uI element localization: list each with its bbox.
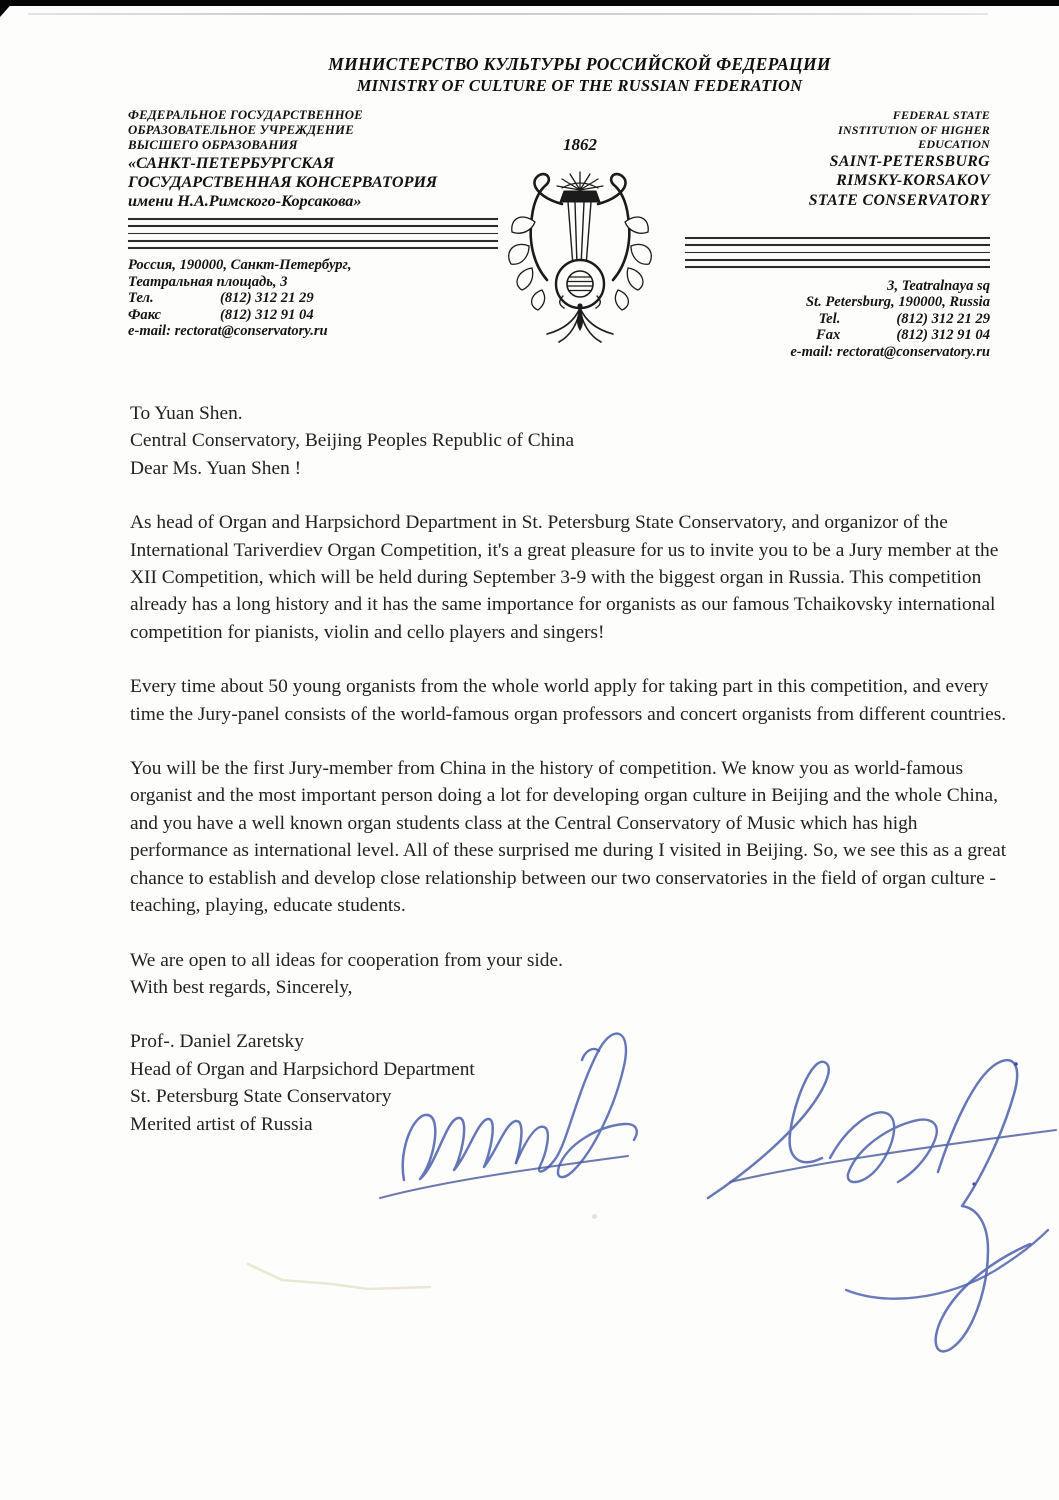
contact-block-en [650,278,990,360]
fax-row-ru [128,307,508,324]
org-name-en-line: RIMSKY-KORSAKOV [836,172,990,190]
ministry-header [50,54,1059,96]
tel-label-en: Tel. [818,310,841,327]
scan-shadow-line [28,13,988,15]
signature-block [130,1028,1018,1138]
salutation-block [130,400,1018,482]
closing-line: With best regards, Sincerely, [130,976,353,998]
org-name-ru-line: имени Н.А.Римского-Корсакова» [128,192,362,211]
email-line-en: e-mail: rectorat@conservatory.ru [790,343,990,360]
org-type-en-line: EDUCATION [918,137,990,152]
recipient-line: To Yuan Shen. [130,403,243,424]
fax-value-en: (812) 312 91 04 [896,327,990,344]
music-staff-divider-right [685,237,990,273]
phone-row-ru [128,290,508,307]
ministry-title-ru: МИНИСТЕРСТВО КУЛЬТУРЫ РОССИЙСКОЙ ФЕДЕРАЦИИ [328,54,831,74]
letterhead-left-block [128,108,508,211]
music-staff-divider-left [128,218,498,254]
recipient-org-line: Central Conservatory, Beijing Peoples Republic of China [130,430,575,452]
address-ru-line: Театральная площадь, 3 [128,273,288,290]
fax-value-ru: (812) 312 91 04 [220,306,314,323]
address-en-line: 3, Teatralnaya sq [887,278,990,294]
paragraph-1: As head of Organ and Harpsichord Department in St. Petersburg State Conservatory, and organizor of the International Tariverdiev Organ Competition, it's a great pleasure for us to invite you to be a Jury member at the XII Competition, which will be held during September 3-9 with the biggest organ in Russia. This competition already has a long history and it has the same importance for organists as our famous Tchaikovsky international competition for pianists, violin and cello players and singers! [130,512,999,643]
fax-label-en: Fax [816,327,841,344]
org-type-en-line: FEDERAL STATE [892,108,990,122]
contact-block-ru [128,257,508,340]
tel-value-ru: (812) 312 21 29 [220,290,314,307]
paper-speck [592,1214,597,1219]
greeting-line: Dear Ms. Yuan Shen ! [130,457,302,479]
phone-row-en [650,311,990,327]
letterhead-right-block [640,108,990,210]
org-name-en-line: STATE CONSERVATORY [808,191,990,209]
scan-edge-artifact [0,0,1059,6]
paragraph-2: Every time about 50 young organists from the whole world apply for taking part in this competition, and every time the Jury-panel consists of the world-famous organ professors and concert organists from different countries. [130,676,1007,725]
paragraph-3: You will be the first Jury-member from China in the history of competition. We know you as world-famous organist and the most important person doing a lot for developing organ culture in Beijing and the whole China, and you have a well known organ students class at the Central Conservatory of Music which has high performance as international level. All of these surprised me during I visited in Beijing. So, we see this as a great chance to establish and develop close relationship between our two conservatories in the field of organ culture - teaching, playing, educate students. [130,758,1007,917]
signer-name-line: Prof-. Daniel Zaretsky [130,1031,304,1053]
tel-value-en: (812) 312 21 29 [896,310,990,327]
org-name-ru-line: ГОСУДАРСТВЕННАЯ КОНСЕРВАТОРИЯ [128,172,438,191]
signer-title-line: Head of Organ and Harpsichord Department [130,1058,475,1080]
signer-org-line: St. Petersburg State Conservatory [130,1086,392,1108]
fax-label-ru: Факс [128,306,162,323]
org-type-ru-line: ОБРАЗОВАТЕЛЬНОЕ УЧРЕЖДЕНИЕ [128,123,354,138]
closing-block [130,947,1018,1002]
email-line-ru: e-mail: rectorat@conservatory.ru [128,323,328,340]
scan-corner-artifact [0,0,15,17]
founding-year: 1862 [563,135,597,154]
org-name-en-line: SAINT-PETERSBURG [829,152,990,170]
signer-honor-line: Merited artist of Russia [130,1113,313,1135]
address-ru-line: Россия, 190000, Санкт-Петербург, [128,257,352,273]
fax-row-en [650,327,990,343]
tel-label-ru: Тел. [128,290,154,307]
paper-crease [240,1258,440,1298]
ministry-title-en: MINISTRY OF CULTURE OF THE RUSSIAN FEDERATION [356,76,803,95]
letter-body [130,400,1018,1138]
address-en-line: St. Petersburg, 190000, Russia [805,294,990,311]
org-type-en-line: INSTITUTION OF HIGHER [837,122,990,137]
org-name-ru-line: «САНКТ-ПЕТЕРБУРГСКАЯ [128,153,335,172]
org-type-ru-line: ВЫСШЕГО ОБРАЗОВАНИЯ [128,138,298,153]
conservatory-lyre-emblem [502,164,658,344]
org-type-ru-line: ФЕДЕРАЛЬНОЕ ГОСУДАРСТВЕННОЕ [128,108,363,122]
closing-line: We are open to all ideas for cooperation from your side. [130,949,563,971]
